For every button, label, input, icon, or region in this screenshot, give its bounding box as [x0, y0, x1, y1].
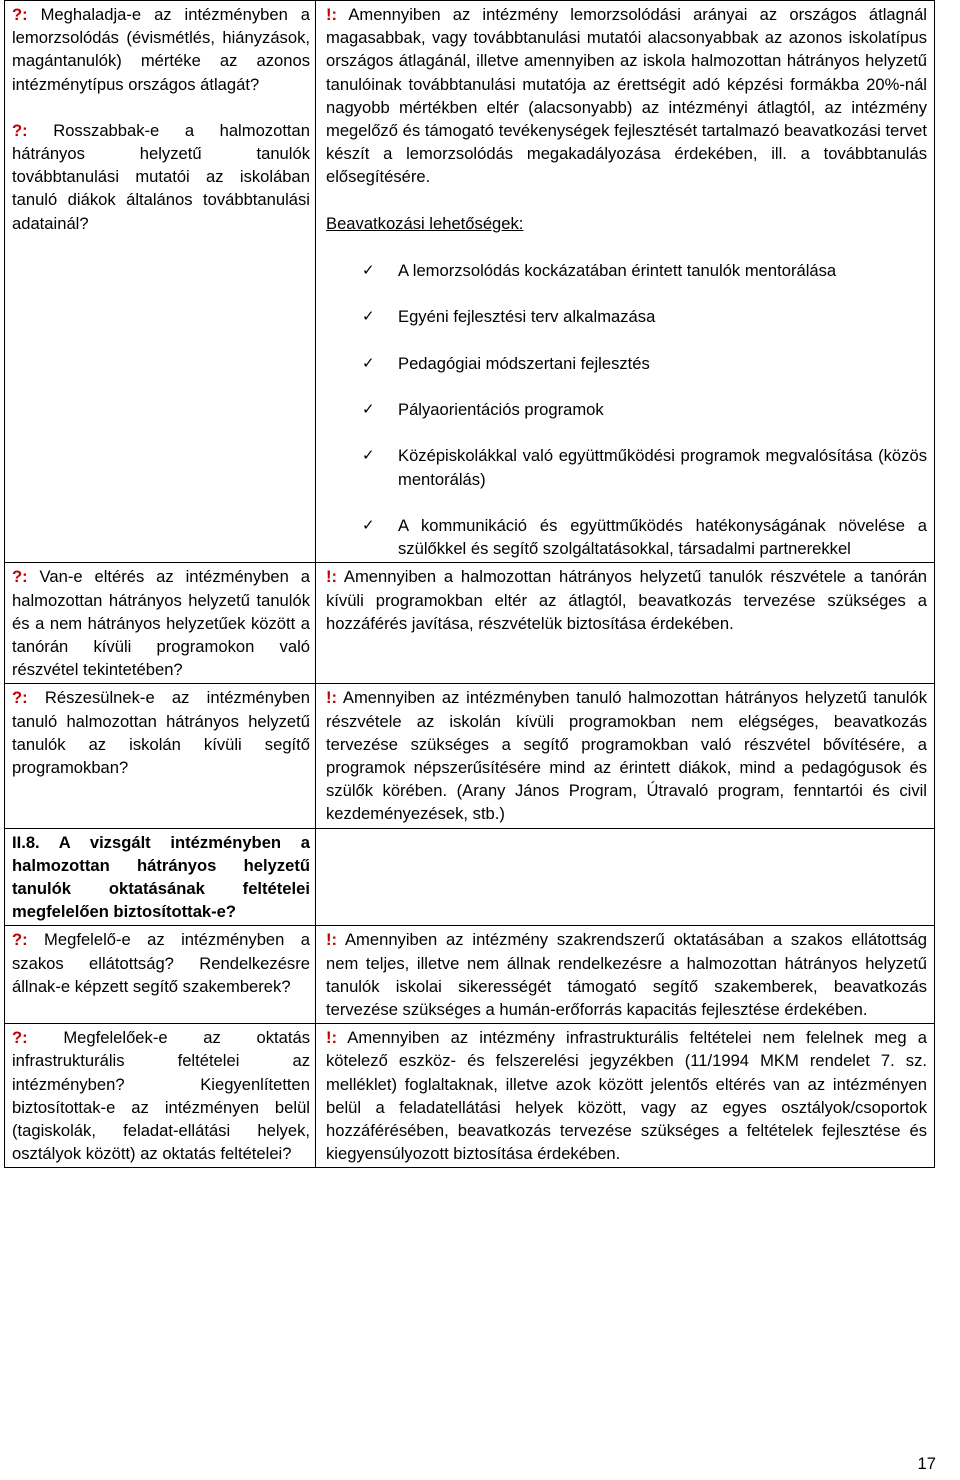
question-text: Megfelelőek-e az oktatás infrastrukturális feltételei az intézményben? Kiegyenlítetten biztosítottak-e az intézményen belül (tagiskolák, feladat-ellátási helyek, osztályok között) az oktatás feltételei?: [12, 1028, 310, 1164]
checkmark-icon: ✓: [362, 353, 375, 372]
question-paragraph: [12, 686, 310, 779]
answer-paragraph: [326, 686, 927, 825]
list-item: ✓ Pályaorientációs programok: [326, 398, 927, 421]
list-item: ✓ A kommunikáció és együttműködés hatékonyságának növelése a szülőkkel és segítő szolgáltatásokkal, társadalmi partnerekkel: [362, 515, 927, 559]
question-marker: ?:: [12, 930, 28, 950]
question-text: Van-e eltérés az intézményben a halmozottan hátrányos helyzetű tanulók és a nem hátrányos helyzetűek között a tanórán kívüli programokon való részvétel tekintetében?: [12, 567, 310, 680]
answer-marker: !:: [326, 5, 338, 24]
answer-text: Amennyiben az intézményben tanuló halmozottan hátrányos helyzetű tanulók részvétele az iskolán kívüli programokban nem elégséges, beavatkozás tervezése szükséges a segítő programokban való részvétel bővítésére, a programok népszerűsítésére mind az érintett diákok, mind a pedagógusok és szülők körében. (Arany János Program, Útravaló program, fenntartói és civil kezdeményezések, stb.): [326, 688, 927, 824]
question-paragraph: [12, 1026, 310, 1165]
checkmark-icon: ✓: [362, 260, 375, 279]
answer-marker: !:: [326, 930, 338, 950]
question-cell: [5, 684, 316, 827]
question-text: Részesülnek-e az intézményben tanuló halmozottan hátrányos helyzetű tanulók az iskolán kívüli segítő programokban?: [12, 688, 310, 778]
list-item: ✓ Pedagógiai módszertani fejlesztés: [326, 352, 927, 375]
intervention-heading: Beavatkozási lehetőségek:: [326, 213, 524, 233]
question-text: Megfelelő-e az intézményben a szakos ellátottság? Rendelkezésre állnak-e képzett segítő szakemberek?: [12, 930, 310, 996]
question-cell: [5, 926, 316, 1023]
checkmark-icon: ✓: [362, 515, 375, 534]
answer-cell: [316, 1024, 935, 1167]
question-cell: [5, 1, 316, 562]
empty-cell: [316, 829, 935, 926]
answer-cell: [316, 684, 935, 827]
question-marker: ?:: [12, 120, 28, 140]
answer-text: Amennyiben a halmozottan hátrányos helyzetű tanulók részvétele a tanórán kívüli programokban eltér az átlagtól, beavatkozás tervezése szükséges a hozzáférés javítása, részvételük biztosítása érdekében.: [326, 567, 927, 633]
question-text: Rosszabbak-e a halmozottan hátrányos helyzetű tanulók továbbtanulási mutatói az iskolában tanuló diákok általános továbbtanulási adatainál?: [12, 120, 310, 233]
answer-cell: [316, 1, 935, 562]
question-text: Meghaladja-e az intézményben a lemorzsolódás (évismétlés, hiányzások, magántanulók) mértéke az azonos intézménytípus országos átlagát?: [12, 5, 310, 94]
answer-text: Amennyiben az intézmény infrastrukturális feltételei nem felelnek meg a kötelező eszköz- és felszerelési jegyzékben (11/1994 MKM rendelet 7. sz. melléklet) foglaltaknak, illetve azok között jelentős eltérés van az intézményen belül a feladatellátási helyek között, vagy az egyes osztályok/csoportok hozzáférésében, beavatkozás tervezése szükséges a feltételek fejlesztése és kiegyensúlyozott biztosítása érdekében.: [326, 1028, 927, 1164]
checkmark-icon: ✓: [362, 400, 375, 418]
table-row: [5, 563, 935, 684]
question-marker: ?:: [12, 688, 28, 708]
answer-marker: !:: [326, 688, 338, 708]
question-marker: ?:: [12, 1028, 28, 1048]
table-row: [5, 0, 935, 563]
list-item: ✓ Középiskolákkal való együttműködési programok megvalósítása (közös mentorálás): [362, 446, 927, 489]
table-row: [5, 926, 935, 1024]
question-marker: ?:: [12, 567, 28, 587]
section-heading: II.8. A vizsgált intézményben a halmozottan hátrányos helyzetű tanulók oktatásának feltételei megfelelően biztosítottak-e?: [12, 832, 310, 922]
section-heading-cell: [5, 829, 316, 926]
answer-text: Amennyiben az intézmény szakrendszerű oktatásában a szakos ellátottság nem teljes, illetve nem állnak rendelkezésre a halmozottan hátrányos helyzetű tanulók iskolai sikerességét támogató segítő szakemberek, beavatkozás tervezése szükséges a humán-erőforrás kapacitás fejlesztése érdekében.: [326, 930, 927, 1020]
answer-marker: !:: [326, 1028, 338, 1048]
answer-marker: !:: [326, 567, 338, 587]
question-cell: [5, 1024, 316, 1167]
answer-paragraph: [326, 928, 927, 1021]
question-paragraph: [12, 928, 310, 998]
answer-cell: [316, 563, 935, 683]
answer-paragraph: [326, 3, 927, 189]
answer-paragraph: [326, 565, 927, 635]
question-paragraph: [12, 119, 310, 235]
checkmark-icon: ✓: [362, 446, 375, 465]
question-cell: [5, 563, 316, 683]
checkmark-icon: ✓: [362, 307, 375, 326]
page-number: 17: [917, 1454, 936, 1473]
table-row: [5, 1024, 935, 1168]
intervention-list: [326, 259, 927, 561]
table-row: [5, 829, 935, 927]
answer-text: Amennyiben az intézmény lemorzsolódási arányai az országos átlagnál magasabbak, vagy továbbtanulási mutatói alacsonyabbak az azonos iskolatípus országos átlagánál, illetve amennyiben az iskola halmozottan hátrányos helyzetű tanulóinak továbbtanulási mutatója az érettségit adó képzési formákba 20%-nál nagyobb mértékben eltér (alacsonyabb) az intézményi átlagtól, az intézmény megelőző és támogató tevékenységek fejlesztését tartalmazó beavatkozási tervet készít a lemorzsolódás megakadályozása érdekében, ill. a továbbtanulás elősegítésére.: [326, 5, 927, 187]
list-item: ✓ Egyéni fejlesztési terv alkalmazása: [326, 305, 927, 328]
question-marker: ?:: [12, 5, 28, 24]
question-paragraph: [12, 565, 310, 681]
answer-cell: [316, 926, 935, 1023]
document-table: [4, 0, 935, 1168]
list-item: ✓ A lemorzsolódás kockázatában érintett tanulók mentorálása: [326, 259, 927, 282]
question-paragraph: [12, 3, 310, 96]
table-row: [5, 684, 935, 828]
answer-paragraph: [326, 1026, 927, 1165]
